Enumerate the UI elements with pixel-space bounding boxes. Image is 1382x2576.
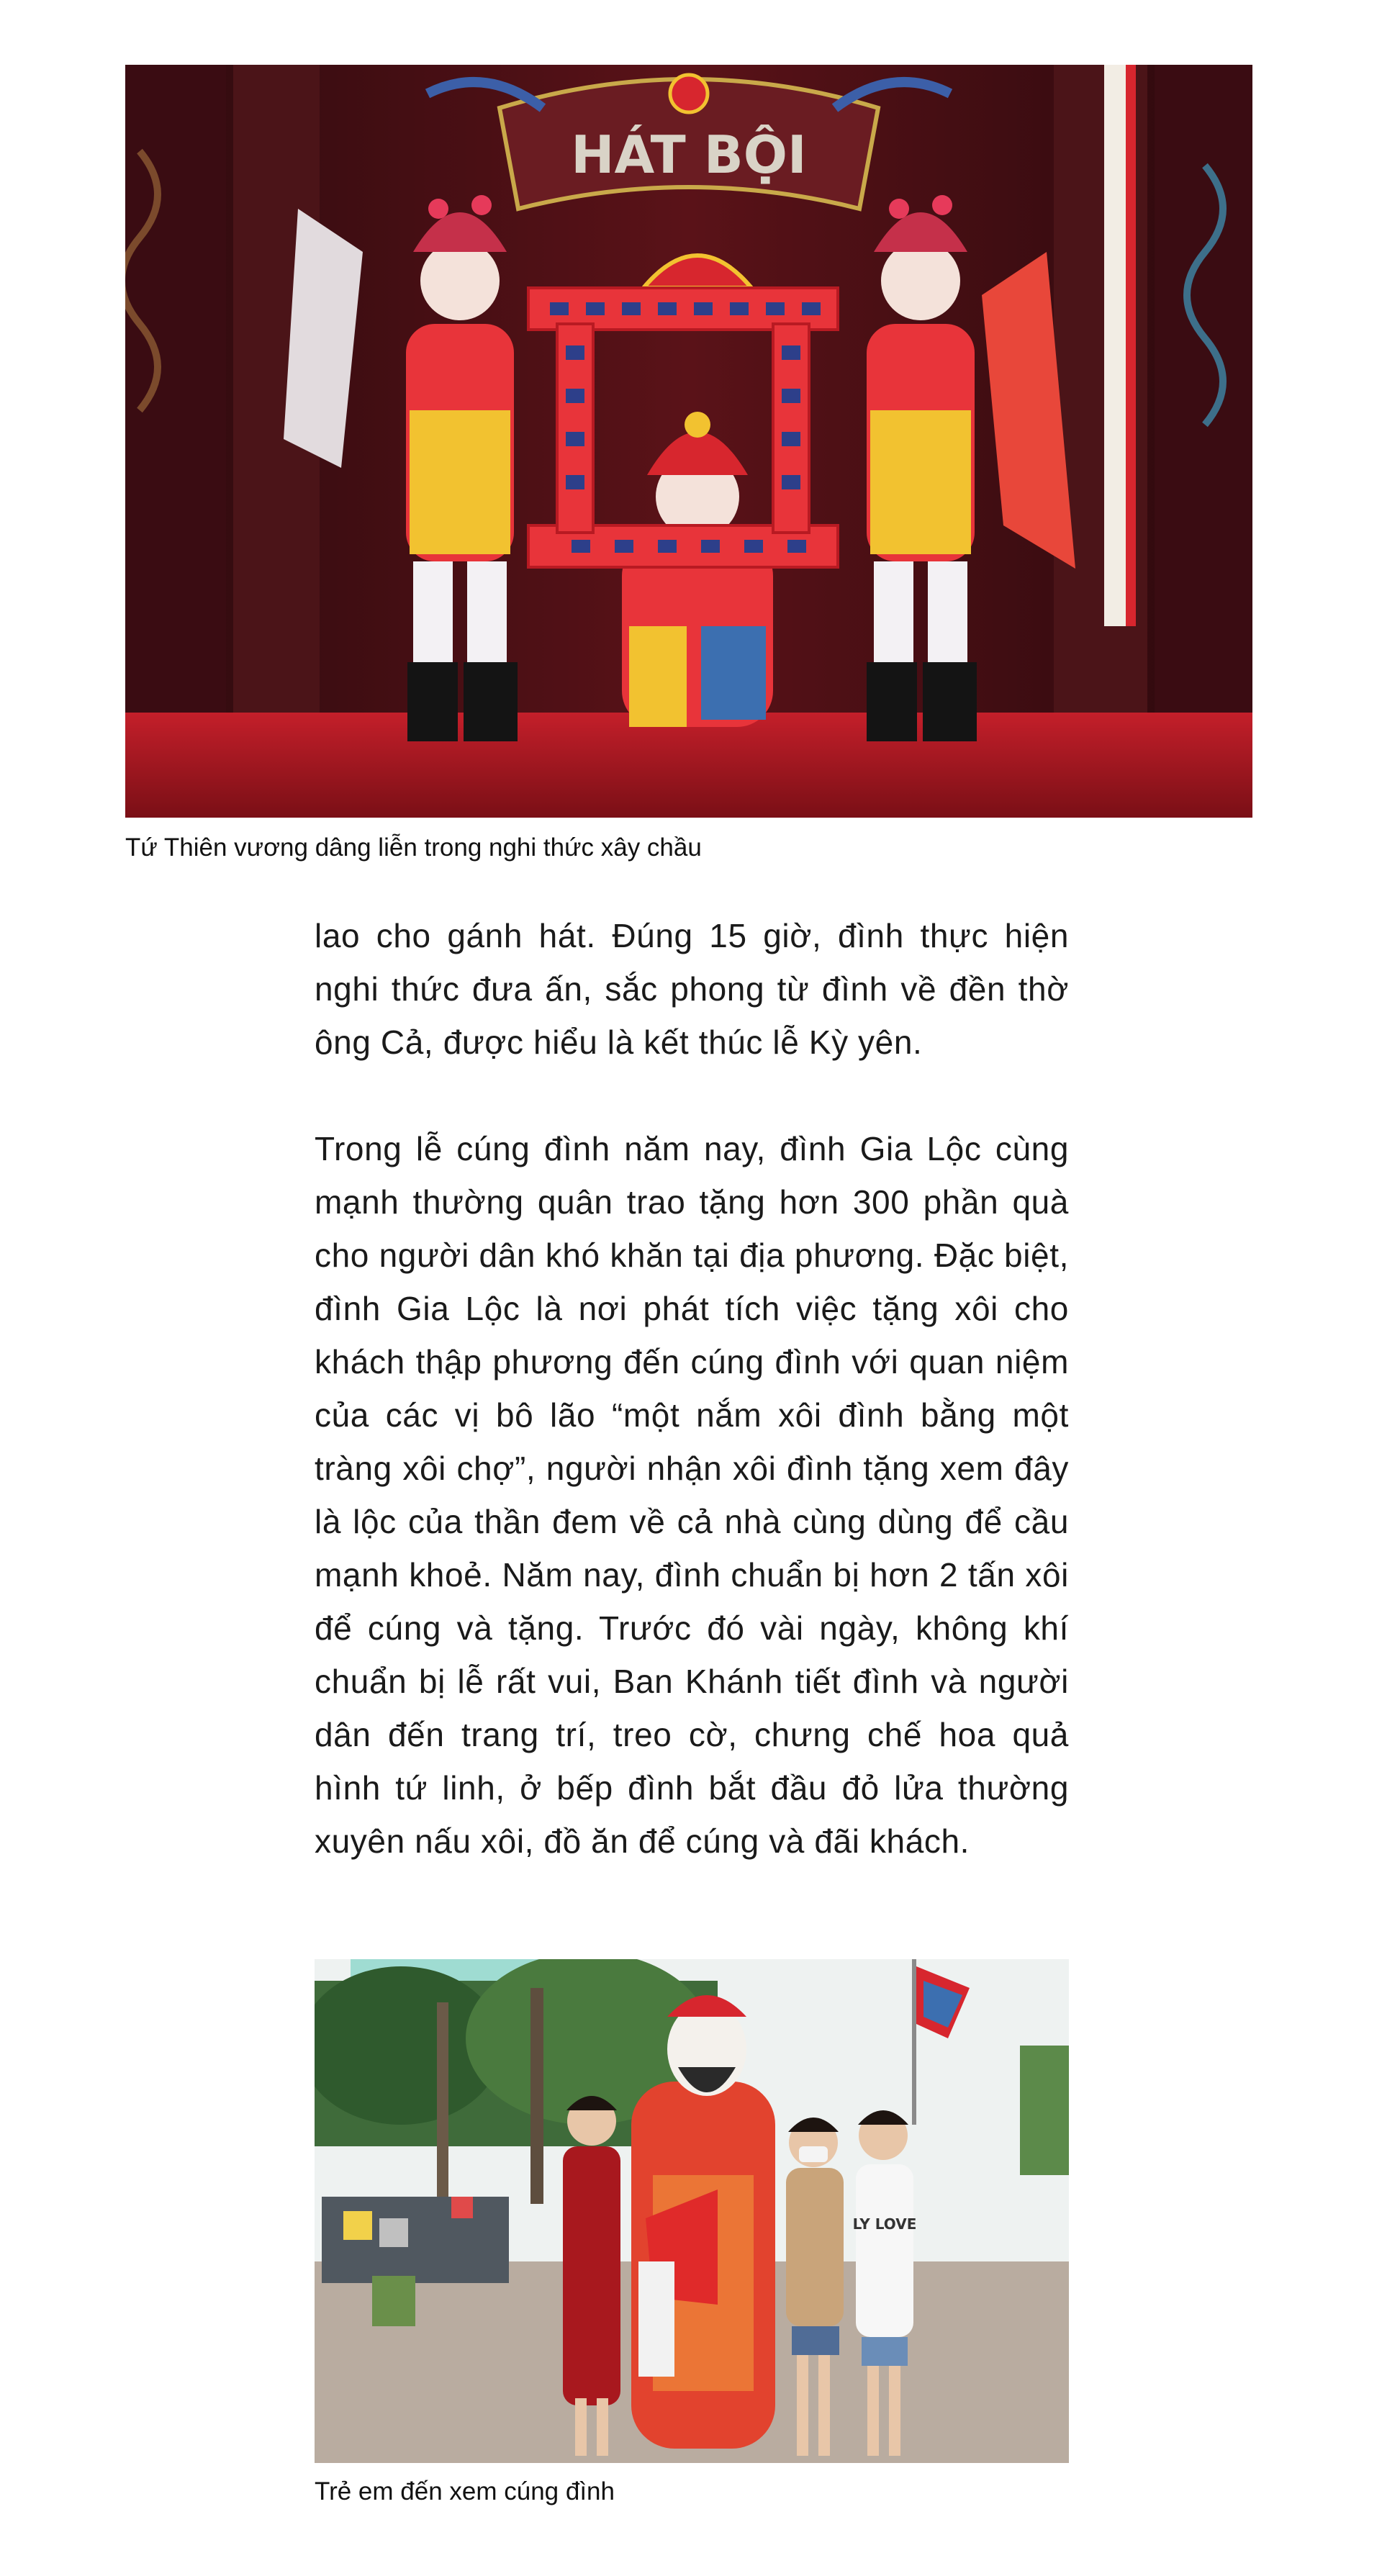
article-paragraph [315,909,1069,1069]
children-illustration [315,1959,1069,2463]
stage-floor [125,713,1252,818]
paragraph-text: lao cho gánh hát. Đúng 15 giờ, đình thực hiện nghi thức đưa ấn, sắc phong từ đình về đền thờ ông Cả, được hiểu là kết thúc lễ Kỳ yên. [315,917,1069,1061]
children-photo [315,1959,1069,2463]
child-red-dress [563,2096,620,2456]
figure-caption: Trẻ em đến xem cúng đình [315,2477,615,2505]
figure-caption: Tứ Thiên vương dâng liễn trong nghi thức xây chầu [125,833,702,862]
stage-performance-photo [125,65,1252,818]
shirt-text: LY LOVE [852,2215,917,2233]
article-paragraph [315,1122,1069,1868]
stage-performance-illustration [125,65,1252,818]
banner-text: HÁT BỘI [571,125,807,185]
paragraph-text: Trong lễ cúng đình năm nay, đình Gia Lộc cùng mạnh thường quân trao tặng hơn 300 phần quà cho người dân khó khăn tại địa phương. Đặc biệt, đình Gia Lộc là nơi phát tích việc tặng xôi cho khách thập phương đến cúng đình với quan niệm của các vị bô lão “một nắm xôi đình bằng một tràng xôi chợ”, người nhận xôi đình tặng xem đây là lộc của thần đem về cả nhà cùng dùng để cầu mạnh khoẻ. Năm nay, đình chuẩn bị hơn 2 tấn xôi để cúng và tặng. Trước đó vài ngày, không khí chuẩn bị lễ rất vui, Ban Khánh tiết đình và người dân đến trang trí, treo cờ, chưng chế hoa quả hình tứ linh, ở bếp đình bắt đầu đỏ lửa thường xuyên nấu xôi, đồ ăn để cúng và đãi khách. [315,1130,1069,1860]
